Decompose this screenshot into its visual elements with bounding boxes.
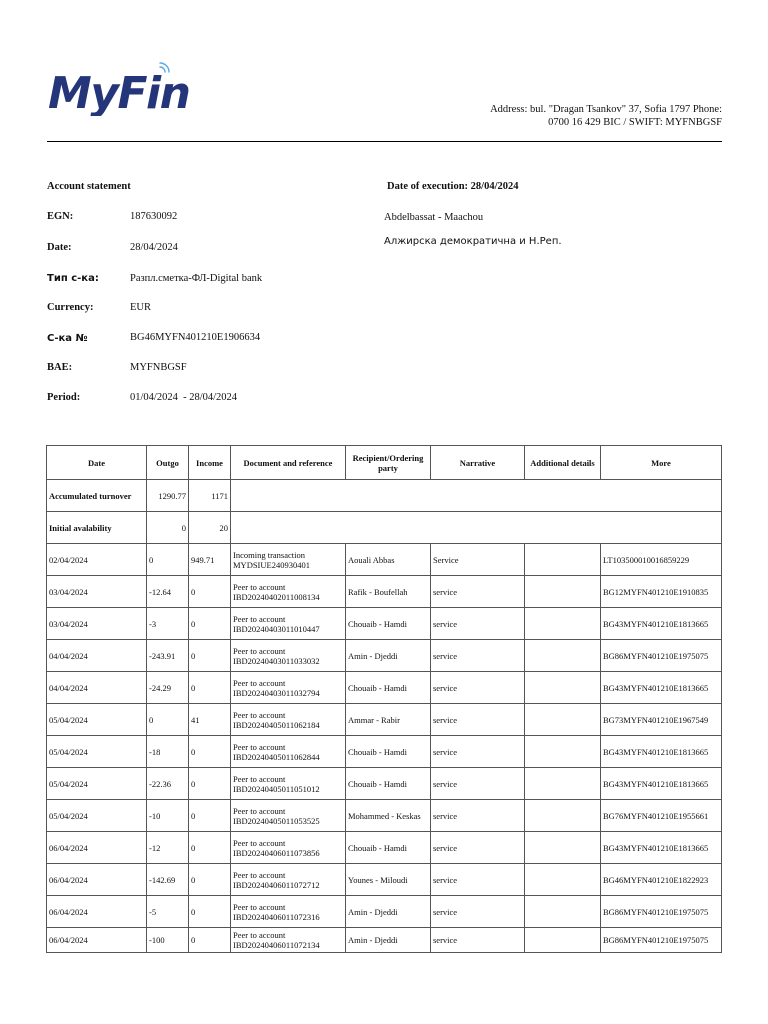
col-narrative: Narrative	[431, 446, 525, 480]
tx-narrative: service	[431, 832, 525, 864]
tx-more: BG43MYFN401210E1813665	[601, 672, 722, 704]
tx-date: 05/04/2024	[47, 704, 147, 736]
tx-document	[231, 768, 346, 800]
tx-more: BG43MYFN401210E1813665	[601, 832, 722, 864]
col-details: Additional details	[525, 446, 601, 480]
table-row	[47, 672, 722, 704]
table-row	[47, 704, 722, 736]
tx-details	[525, 832, 601, 864]
tx-date: 04/04/2024	[47, 640, 147, 672]
tx-document-ref: IBD20240403011033032	[233, 655, 320, 666]
tx-document-ref: IBD20240405011051012	[233, 783, 320, 794]
tx-narrative: service	[431, 864, 525, 896]
date-label: Date:	[47, 242, 72, 253]
tx-document	[231, 864, 346, 896]
tx-income: 0	[189, 736, 231, 768]
tx-more: BG86MYFN401210E1975075	[601, 928, 722, 953]
accumulated-label: Accumulated turnover	[47, 480, 147, 512]
tx-narrative: service	[431, 640, 525, 672]
egn-value: 187630092	[130, 211, 178, 222]
tx-income: 0	[189, 800, 231, 832]
tx-outgo: -100	[147, 928, 189, 953]
tx-outgo: -5	[147, 896, 189, 928]
initial-outgo: 0	[147, 512, 189, 544]
tx-narrative: Service	[431, 544, 525, 576]
account-number-value: BG46MYFN401210E1906634	[130, 332, 261, 343]
tx-party: Ammar - Rabir	[346, 704, 431, 736]
table-row	[47, 896, 722, 928]
tx-narrative: service	[431, 928, 525, 953]
logo-wordmark: MyFin	[48, 68, 190, 116]
table-row	[47, 928, 722, 953]
col-more: More	[601, 446, 722, 480]
statement-title: Account statement	[47, 181, 131, 192]
accumulated-outgo: 1290.77	[147, 480, 189, 512]
account-type-value: Разпл.сметка-ФЛ-Digital bank	[130, 273, 263, 284]
tx-income: 0	[189, 672, 231, 704]
tx-narrative: service	[431, 704, 525, 736]
table-row	[47, 736, 722, 768]
tx-document-ref: IBD20240406011073856	[233, 847, 320, 858]
tx-document-ref: IBD20240406011072134	[233, 940, 320, 950]
tx-outgo: -22.36	[147, 768, 189, 800]
table-row	[47, 768, 722, 800]
tx-income: 0	[189, 640, 231, 672]
initial-income: 20	[189, 512, 231, 544]
account-type-label: Тип с-ка:	[47, 273, 99, 284]
table-row	[47, 640, 722, 672]
bae-value: MYFNBGSF	[130, 362, 187, 373]
tx-document-type: Incoming transaction	[233, 549, 305, 560]
tx-document-type: Peer to account	[233, 805, 286, 816]
col-party: Recipient/Ordering party	[346, 446, 431, 480]
currency-label: Currency:	[47, 302, 94, 313]
tx-income: 0	[189, 896, 231, 928]
tx-party: Aouali Abbas	[346, 544, 431, 576]
tx-document-ref: IBD20240402011008134	[233, 591, 320, 602]
tx-document-ref: IBD20240406011072712	[233, 879, 320, 890]
tx-party: Chouaib - Hamdi	[346, 608, 431, 640]
tx-document	[231, 704, 346, 736]
tx-income: 0	[189, 768, 231, 800]
tx-document	[231, 544, 346, 576]
tx-document	[231, 928, 346, 953]
bae-label: BAE:	[47, 362, 73, 373]
holder-name: Abdelbassat - Maachou	[384, 212, 484, 223]
tx-date: 05/04/2024	[47, 768, 147, 800]
tx-party: Chouaib - Hamdi	[346, 832, 431, 864]
tx-document	[231, 672, 346, 704]
tx-outgo: -10	[147, 800, 189, 832]
bank-address	[392, 103, 722, 129]
tx-more: BG73MYFN401210E1967549	[601, 704, 722, 736]
col-outgo: Outgo	[147, 446, 189, 480]
tx-income: 0	[189, 832, 231, 864]
tx-more: BG43MYFN401210E1813665	[601, 768, 722, 800]
table-row	[47, 832, 722, 864]
tx-outgo: -243.91	[147, 640, 189, 672]
header-divider	[47, 141, 722, 142]
tx-income: 949.71	[189, 544, 231, 576]
execution-date: Date of execution: 28/04/2024	[387, 181, 519, 192]
tx-narrative: service	[431, 768, 525, 800]
tx-narrative: service	[431, 800, 525, 832]
table-row	[47, 608, 722, 640]
tx-more: BG12MYFN401210E1910835	[601, 576, 722, 608]
tx-outgo: -12	[147, 832, 189, 864]
col-date: Date	[47, 446, 147, 480]
currency-value: EUR	[130, 302, 151, 313]
tx-details	[525, 576, 601, 608]
tx-party: Amin - Djeddi	[346, 928, 431, 953]
tx-more: LT103500010016859229	[601, 544, 722, 576]
table-header-row	[47, 446, 722, 480]
tx-party: Chouaib - Hamdi	[346, 736, 431, 768]
tx-outgo: -3	[147, 608, 189, 640]
tx-party: Mohammed - Keskas	[346, 800, 431, 832]
summary-blank	[231, 480, 722, 512]
tx-document-ref: IBD20240405011053525	[233, 815, 320, 826]
tx-date: 06/04/2024	[47, 832, 147, 864]
tx-more: BG76MYFN401210E1955661	[601, 800, 722, 832]
tx-date: 04/04/2024	[47, 672, 147, 704]
tx-document-type: Peer to account	[233, 677, 286, 688]
tx-income: 0	[189, 864, 231, 896]
accumulated-income: 1171	[189, 480, 231, 512]
tx-date: 03/04/2024	[47, 576, 147, 608]
tx-document-type: Peer to account	[233, 741, 286, 752]
tx-outgo: -142.69	[147, 864, 189, 896]
egn-label: EGN:	[47, 211, 74, 222]
tx-more: BG86MYFN401210E1975075	[601, 640, 722, 672]
tx-details	[525, 704, 601, 736]
tx-document-ref: IBD20240403011010447	[233, 623, 320, 634]
tx-document-ref: IBD20240405011062844	[233, 751, 320, 762]
tx-date: 05/04/2024	[47, 736, 147, 768]
tx-document-type: Peer to account	[233, 613, 286, 624]
tx-more: BG43MYFN401210E1813665	[601, 736, 722, 768]
tx-document	[231, 608, 346, 640]
tx-document-ref: IBD20240405011062184	[233, 719, 320, 730]
tx-income: 0	[189, 928, 231, 953]
tx-document-type: Peer to account	[233, 645, 286, 656]
tx-document-ref: MYDSIUE240930401	[233, 559, 310, 570]
period-label: Period:	[47, 392, 81, 403]
table-row	[47, 800, 722, 832]
table-row	[47, 864, 722, 896]
tx-document-type: Peer to account	[233, 709, 286, 720]
tx-details	[525, 608, 601, 640]
myfin-logo	[48, 60, 193, 116]
address-line-1: Address: bul. "Dragan Tsankov" 37, Sofia 1797 Phone:	[490, 104, 722, 115]
tx-details	[525, 768, 601, 800]
tx-document-ref: IBD20240403011032794	[233, 687, 320, 698]
tx-document	[231, 736, 346, 768]
tx-narrative: service	[431, 736, 525, 768]
col-income: Income	[189, 446, 231, 480]
tx-document	[231, 896, 346, 928]
accumulated-turnover-row	[47, 480, 722, 512]
tx-date: 06/04/2024	[47, 896, 147, 928]
tx-document	[231, 800, 346, 832]
tx-narrative: service	[431, 608, 525, 640]
tx-details	[525, 640, 601, 672]
initial-availability-row	[47, 512, 722, 544]
tx-document	[231, 640, 346, 672]
transactions-body	[47, 544, 722, 953]
tx-party: Younes - Miloudi	[346, 864, 431, 896]
holder-country: Алжирска демократична и Н.Реп.	[384, 236, 562, 247]
table-row	[47, 576, 722, 608]
tx-document-type: Peer to account	[233, 930, 286, 940]
tx-party: Amin - Djeddi	[346, 896, 431, 928]
period-value: 01/04/2024 - 28/04/2024	[130, 392, 238, 403]
tx-details	[525, 672, 601, 704]
tx-narrative: service	[431, 672, 525, 704]
summary-section	[47, 480, 722, 544]
tx-outgo: -24.29	[147, 672, 189, 704]
account-number-label: С-ка №	[47, 333, 88, 344]
tx-details	[525, 544, 601, 576]
tx-outgo: -18	[147, 736, 189, 768]
tx-document-type: Peer to account	[233, 901, 286, 912]
tx-date: 02/04/2024	[47, 544, 147, 576]
tx-date: 05/04/2024	[47, 800, 147, 832]
tx-more: BG86MYFN401210E1975075	[601, 896, 722, 928]
tx-details	[525, 800, 601, 832]
tx-income: 0	[189, 576, 231, 608]
col-document: Document and reference	[231, 446, 346, 480]
tx-income: 0	[189, 608, 231, 640]
tx-party: Chouaib - Hamdi	[346, 768, 431, 800]
tx-narrative: service	[431, 896, 525, 928]
tx-date: 03/04/2024	[47, 608, 147, 640]
tx-more: BG43MYFN401210E1813665	[601, 608, 722, 640]
tx-details	[525, 928, 601, 953]
transactions-table	[46, 445, 722, 953]
tx-more: BG46MYFN401210E1822923	[601, 864, 722, 896]
initial-label: Initial avalability	[47, 512, 147, 544]
address-line-2: 0700 16 429 BIC / SWIFT: MYFNBGSF	[548, 117, 722, 128]
tx-document-type: Peer to account	[233, 869, 286, 880]
tx-details	[525, 896, 601, 928]
tx-date: 06/04/2024	[47, 928, 147, 953]
summary-blank	[231, 512, 722, 544]
tx-document	[231, 576, 346, 608]
tx-party: Amin - Djeddi	[346, 640, 431, 672]
tx-party: Rafik - Boufellah	[346, 576, 431, 608]
table-row	[47, 544, 722, 576]
tx-document-type: Peer to account	[233, 581, 286, 592]
tx-income: 41	[189, 704, 231, 736]
tx-outgo: -12.64	[147, 576, 189, 608]
tx-document	[231, 832, 346, 864]
tx-document-type: Peer to account	[233, 837, 286, 848]
tx-date: 06/04/2024	[47, 864, 147, 896]
tx-document-type: Peer to account	[233, 773, 286, 784]
tx-outgo: 0	[147, 704, 189, 736]
tx-narrative: service	[431, 576, 525, 608]
tx-details	[525, 736, 601, 768]
tx-party: Chouaib - Hamdi	[346, 672, 431, 704]
tx-details	[525, 864, 601, 896]
date-value: 28/04/2024	[130, 242, 178, 253]
tx-outgo: 0	[147, 544, 189, 576]
tx-document-ref: IBD20240406011072316	[233, 911, 320, 922]
